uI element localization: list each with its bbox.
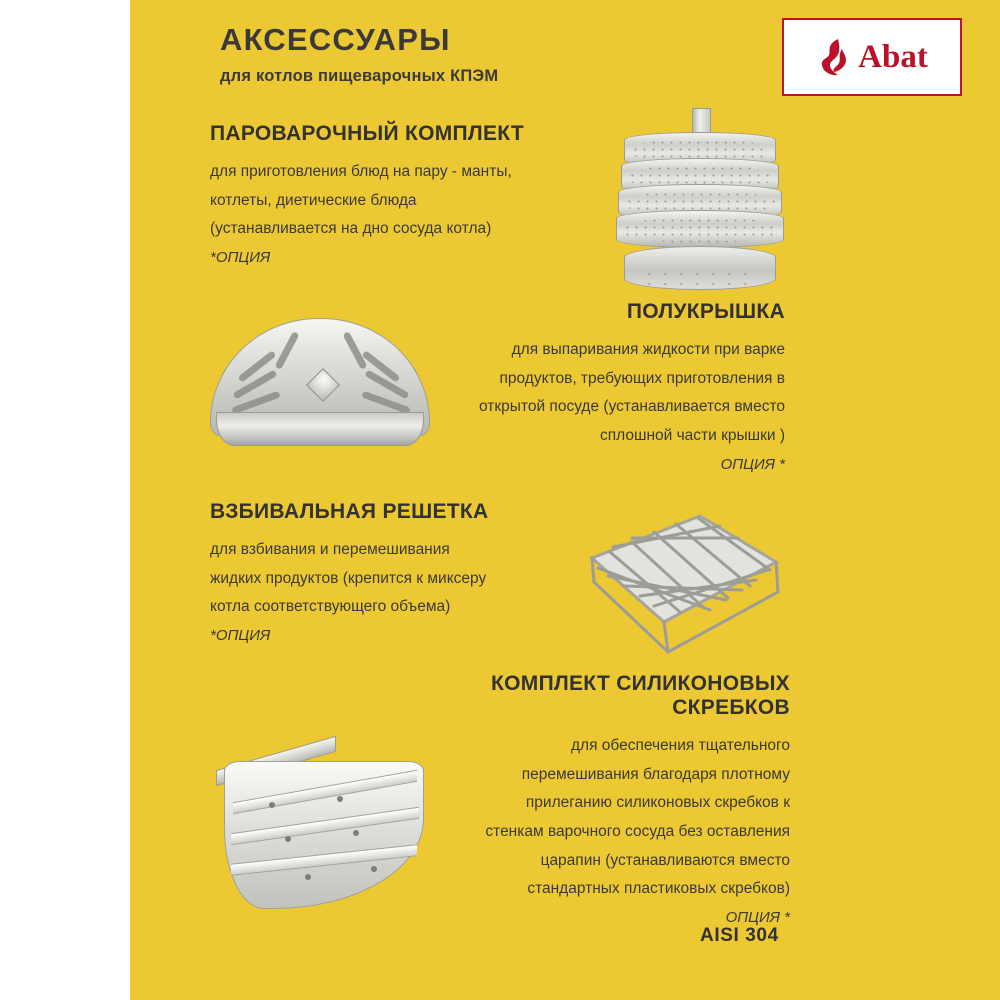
section-line: для выпаривания жидкости при варке (511, 341, 785, 358)
section-title-halflid: ПОЛУКРЫШКА (626, 300, 785, 323)
section-line: прилеганию силиконовых скребков к (525, 794, 790, 812)
screw-dot (269, 802, 275, 808)
section-line: для обеспечения тщательного (571, 737, 790, 754)
flame-icon (816, 37, 852, 77)
section-title-steamer: ПАРОВАРОЧНЫЙ КОМПЛЕКТ (210, 122, 525, 145)
screw-dot (353, 830, 359, 836)
steamer-base-ring (624, 246, 776, 290)
section-line: жидких продуктов (крепится к миксеру (210, 569, 487, 587)
lid-slot (343, 331, 368, 370)
section-line: сплошной части крышки ) (600, 427, 785, 445)
section-option-scrapers: ОПЦИЯ * (725, 909, 790, 927)
page-subtitle: для котлов пищеварочных КПЭМ (220, 66, 499, 85)
half-lid-photo (210, 318, 430, 458)
left-white-margin (0, 0, 130, 1000)
section-steamer-text (210, 122, 580, 273)
section-option-steamer: *ОПЦИЯ (210, 249, 271, 267)
section-line: (устанавливается на дно сосуда котла) (210, 220, 492, 238)
section-title-scrapers: КОМПЛЕКТ СИЛИКОНОВЫХ СКРЕБКОВ (491, 672, 790, 719)
section-line: царапин (устанавливаются вместо (540, 851, 790, 869)
silicone-scrapers-photo (210, 725, 440, 915)
section-option-grid: *ОПЦИЯ (210, 627, 271, 645)
flame-icon-svg (816, 37, 852, 77)
section-line: перемешивания благодаря плотному (521, 765, 790, 783)
screw-dot (285, 836, 291, 842)
section-halflid-text (410, 300, 785, 479)
whisking-grid-photo (580, 500, 780, 670)
screw-dot (305, 874, 311, 880)
steamer-tray (616, 210, 784, 248)
page-title: АКСЕССУАРЫ (220, 22, 451, 57)
poster-header (190, 18, 980, 108)
lid-center-fitting (306, 368, 340, 402)
silicone-strip (231, 807, 419, 845)
whisking-grid-svg (580, 500, 780, 670)
section-line: котла соответствующего объема) (210, 598, 451, 616)
perforation-pattern (641, 269, 759, 285)
scraper-curved-body (224, 761, 424, 909)
section-option-halflid: ОПЦИЯ * (720, 455, 785, 473)
section-line: стандартных пластиковых скребков) (527, 880, 790, 898)
section-line: продуктов, требующих приготовления в (499, 369, 785, 387)
steamer-basket-set-photo (600, 108, 800, 293)
section-line: для взбивания и перемешивания (210, 541, 450, 558)
section-line: открытой посуде (устанавливается вместо (479, 398, 785, 416)
perforation-pattern (623, 217, 777, 243)
section-line: котлеты, диетические блюда (210, 191, 417, 209)
section-scrapers-text (390, 672, 790, 933)
silicone-strip (231, 844, 417, 876)
silicone-strip (233, 770, 417, 814)
lid-slot (275, 331, 300, 370)
material-label: AISI 304 (700, 925, 779, 946)
header-titles (220, 24, 640, 86)
screw-dot (337, 796, 343, 802)
section-title-grid: ВЗБИВАЛЬНАЯ РЕШЕТКА (210, 500, 489, 523)
brand-logo (782, 18, 962, 96)
section-line: стенкам варочного сосуда без оставления (485, 823, 790, 841)
section-grid-text (210, 500, 570, 651)
half-lid-rim (216, 412, 424, 446)
section-line: для приготовления блюд на пару - манты, (210, 163, 512, 180)
screw-dot (371, 866, 377, 872)
brand-logo-text: Abat (858, 38, 928, 75)
